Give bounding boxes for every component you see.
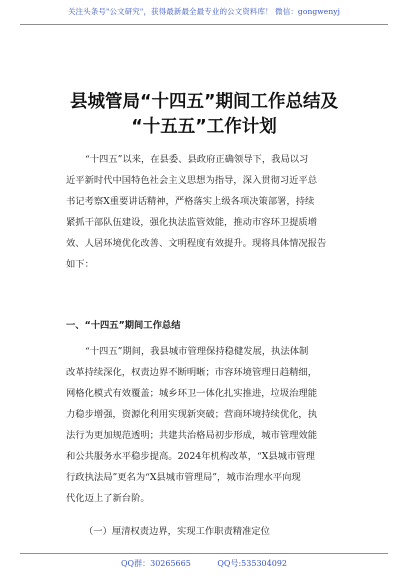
title-line-1: 县城管局“十四五”期间工作总结及 [69,92,338,112]
footer-contact [0,558,408,569]
section-heading-1: 一、“十四五”期间工作总结 [66,320,181,331]
paragraph-line: 近平新时代中国特色社会主义思想为指导，深入贯彻习近平总 [66,175,318,186]
paragraph-line: 法行为更加规范透明；共建共治格局初步形成，城市管理效能 [66,430,318,441]
paragraph-line: 紧抓干部队伍建设，强化执法监管效能，推动市容环卫提质增 [66,217,318,228]
paragraph-line: 书记考察X重要讲话精神，严格落实上级各项决策部署，持续 [66,196,315,207]
footer-qq-group: QQ群：30265665 [120,559,191,568]
paragraph-line: “十四五”以来，在县委、县政府正确领导下，我局以习 [85,154,309,165]
document-title [0,90,408,140]
paragraph-line: 行政执法局”更名为“X县城市管理局”，城市治理水平向现 [66,472,301,483]
footer-divider [20,553,388,554]
paragraph-line: 力稳步增强，资源化利用实现新突破；营商环境持续优化，执 [66,409,318,420]
intro-paragraph [66,149,348,275]
paragraph-line: 改革持续深化，权责边界不断明晰；市容环境管理日趋精细， [66,367,318,378]
header-divider [20,24,388,25]
paragraph-line: 效、人居环境优化改善、文明程度有效提升。现将具体情况报告 [66,238,327,249]
paragraph-line: “十四五”期间，我县城市管理保持稳健发展，执法体制 [85,346,309,357]
title-line-2: “十五五”工作计划 [131,117,277,137]
section1-paragraph [66,341,348,509]
paragraph-line: 网格化模式有效覆盖；城乡环卫一体化扎实推进，垃圾治理能 [66,388,318,399]
paragraph-line: 如下： [66,259,94,270]
paragraph-line: 和公共服务水平稳步提高。2024年机构改革，“X县城市管理 [66,451,315,462]
footer-qq-number: QQ号:535304092 [217,559,287,568]
paragraph-line: 代化迈上了新台阶。 [66,493,150,504]
header-promo-note: 关注头条号"公文研究"，获得最新最全最专业的公文资料库！ 微信：gongwenyj [67,7,341,16]
subsection-heading-1: （一）厘清权责边界，实现工作职责精准定位 [84,526,270,537]
